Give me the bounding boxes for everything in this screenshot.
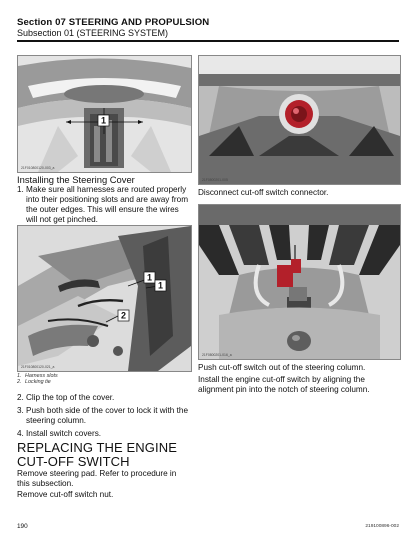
install-switch-text: Install the engine cut-off switch by aligning the alignment pin into the notch of steering column. bbox=[198, 375, 370, 394]
steering-cover-illustration bbox=[18, 56, 191, 172]
callout-1: 1 bbox=[100, 115, 107, 126]
switch-removal-illustration bbox=[199, 205, 400, 359]
figure-switch-connector bbox=[198, 55, 401, 185]
legend-item: 2. Locking tie bbox=[17, 379, 51, 386]
callout-2: 2 bbox=[120, 310, 127, 321]
steps-list-b bbox=[17, 393, 191, 439]
subsection-title: Subsection 01 (STEERING SYSTEM) bbox=[17, 28, 169, 38]
header-rule bbox=[17, 40, 399, 42]
remove-pad-text: Remove steering pad. Refer to procedure in this subsection. bbox=[17, 469, 177, 488]
replacing-heading: REPLACING THE ENGINE CUT-OFF SWITCH bbox=[17, 440, 177, 469]
page-number: 190 bbox=[17, 523, 28, 530]
install-heading: Installing the Steering Cover bbox=[17, 174, 135, 185]
switch-connector-highlight bbox=[277, 265, 293, 287]
list-item: 1. Make sure all harnesses are routed properly into their positioning slots and are away from the outer edges. This will ensure the wires will not get pinched. bbox=[17, 185, 189, 224]
figure-code: 21F0800201-005 bbox=[202, 178, 228, 182]
remove-nut-text: Remove cut-off switch nut. bbox=[17, 490, 114, 499]
legend-item: 1. Harness slots bbox=[17, 373, 58, 379]
figure-legend bbox=[17, 373, 58, 386]
list-item: 4. Install switch covers. bbox=[17, 429, 102, 438]
list-item: 3. Push both side of the cover to lock it with the steering column. bbox=[17, 406, 189, 425]
steps-list-a bbox=[17, 185, 191, 225]
figure-steering-cover bbox=[17, 55, 192, 173]
figure-code: 21F0800201-016_a bbox=[202, 353, 232, 357]
figure-code: 21F010800120-003_a bbox=[21, 166, 55, 170]
figure-code: 21F010800120-021_a bbox=[21, 365, 55, 369]
figure-switch-removal bbox=[198, 204, 401, 360]
document-number: 219100896-002 bbox=[365, 524, 399, 529]
harness-illustration bbox=[18, 226, 191, 371]
push-text: Push cut-off switch out of the steering column. bbox=[198, 363, 366, 372]
list-item: 2. Clip the top of the cover. bbox=[17, 393, 115, 402]
disconnect-text: Disconnect cut-off switch connector. bbox=[198, 188, 329, 197]
figure-harness-slots bbox=[17, 225, 192, 372]
callout-1a: 1 bbox=[146, 272, 153, 283]
section-title: Section 07 STEERING AND PROPULSION bbox=[17, 17, 210, 28]
connector-illustration bbox=[199, 56, 400, 184]
callout-1b: 1 bbox=[157, 280, 164, 291]
